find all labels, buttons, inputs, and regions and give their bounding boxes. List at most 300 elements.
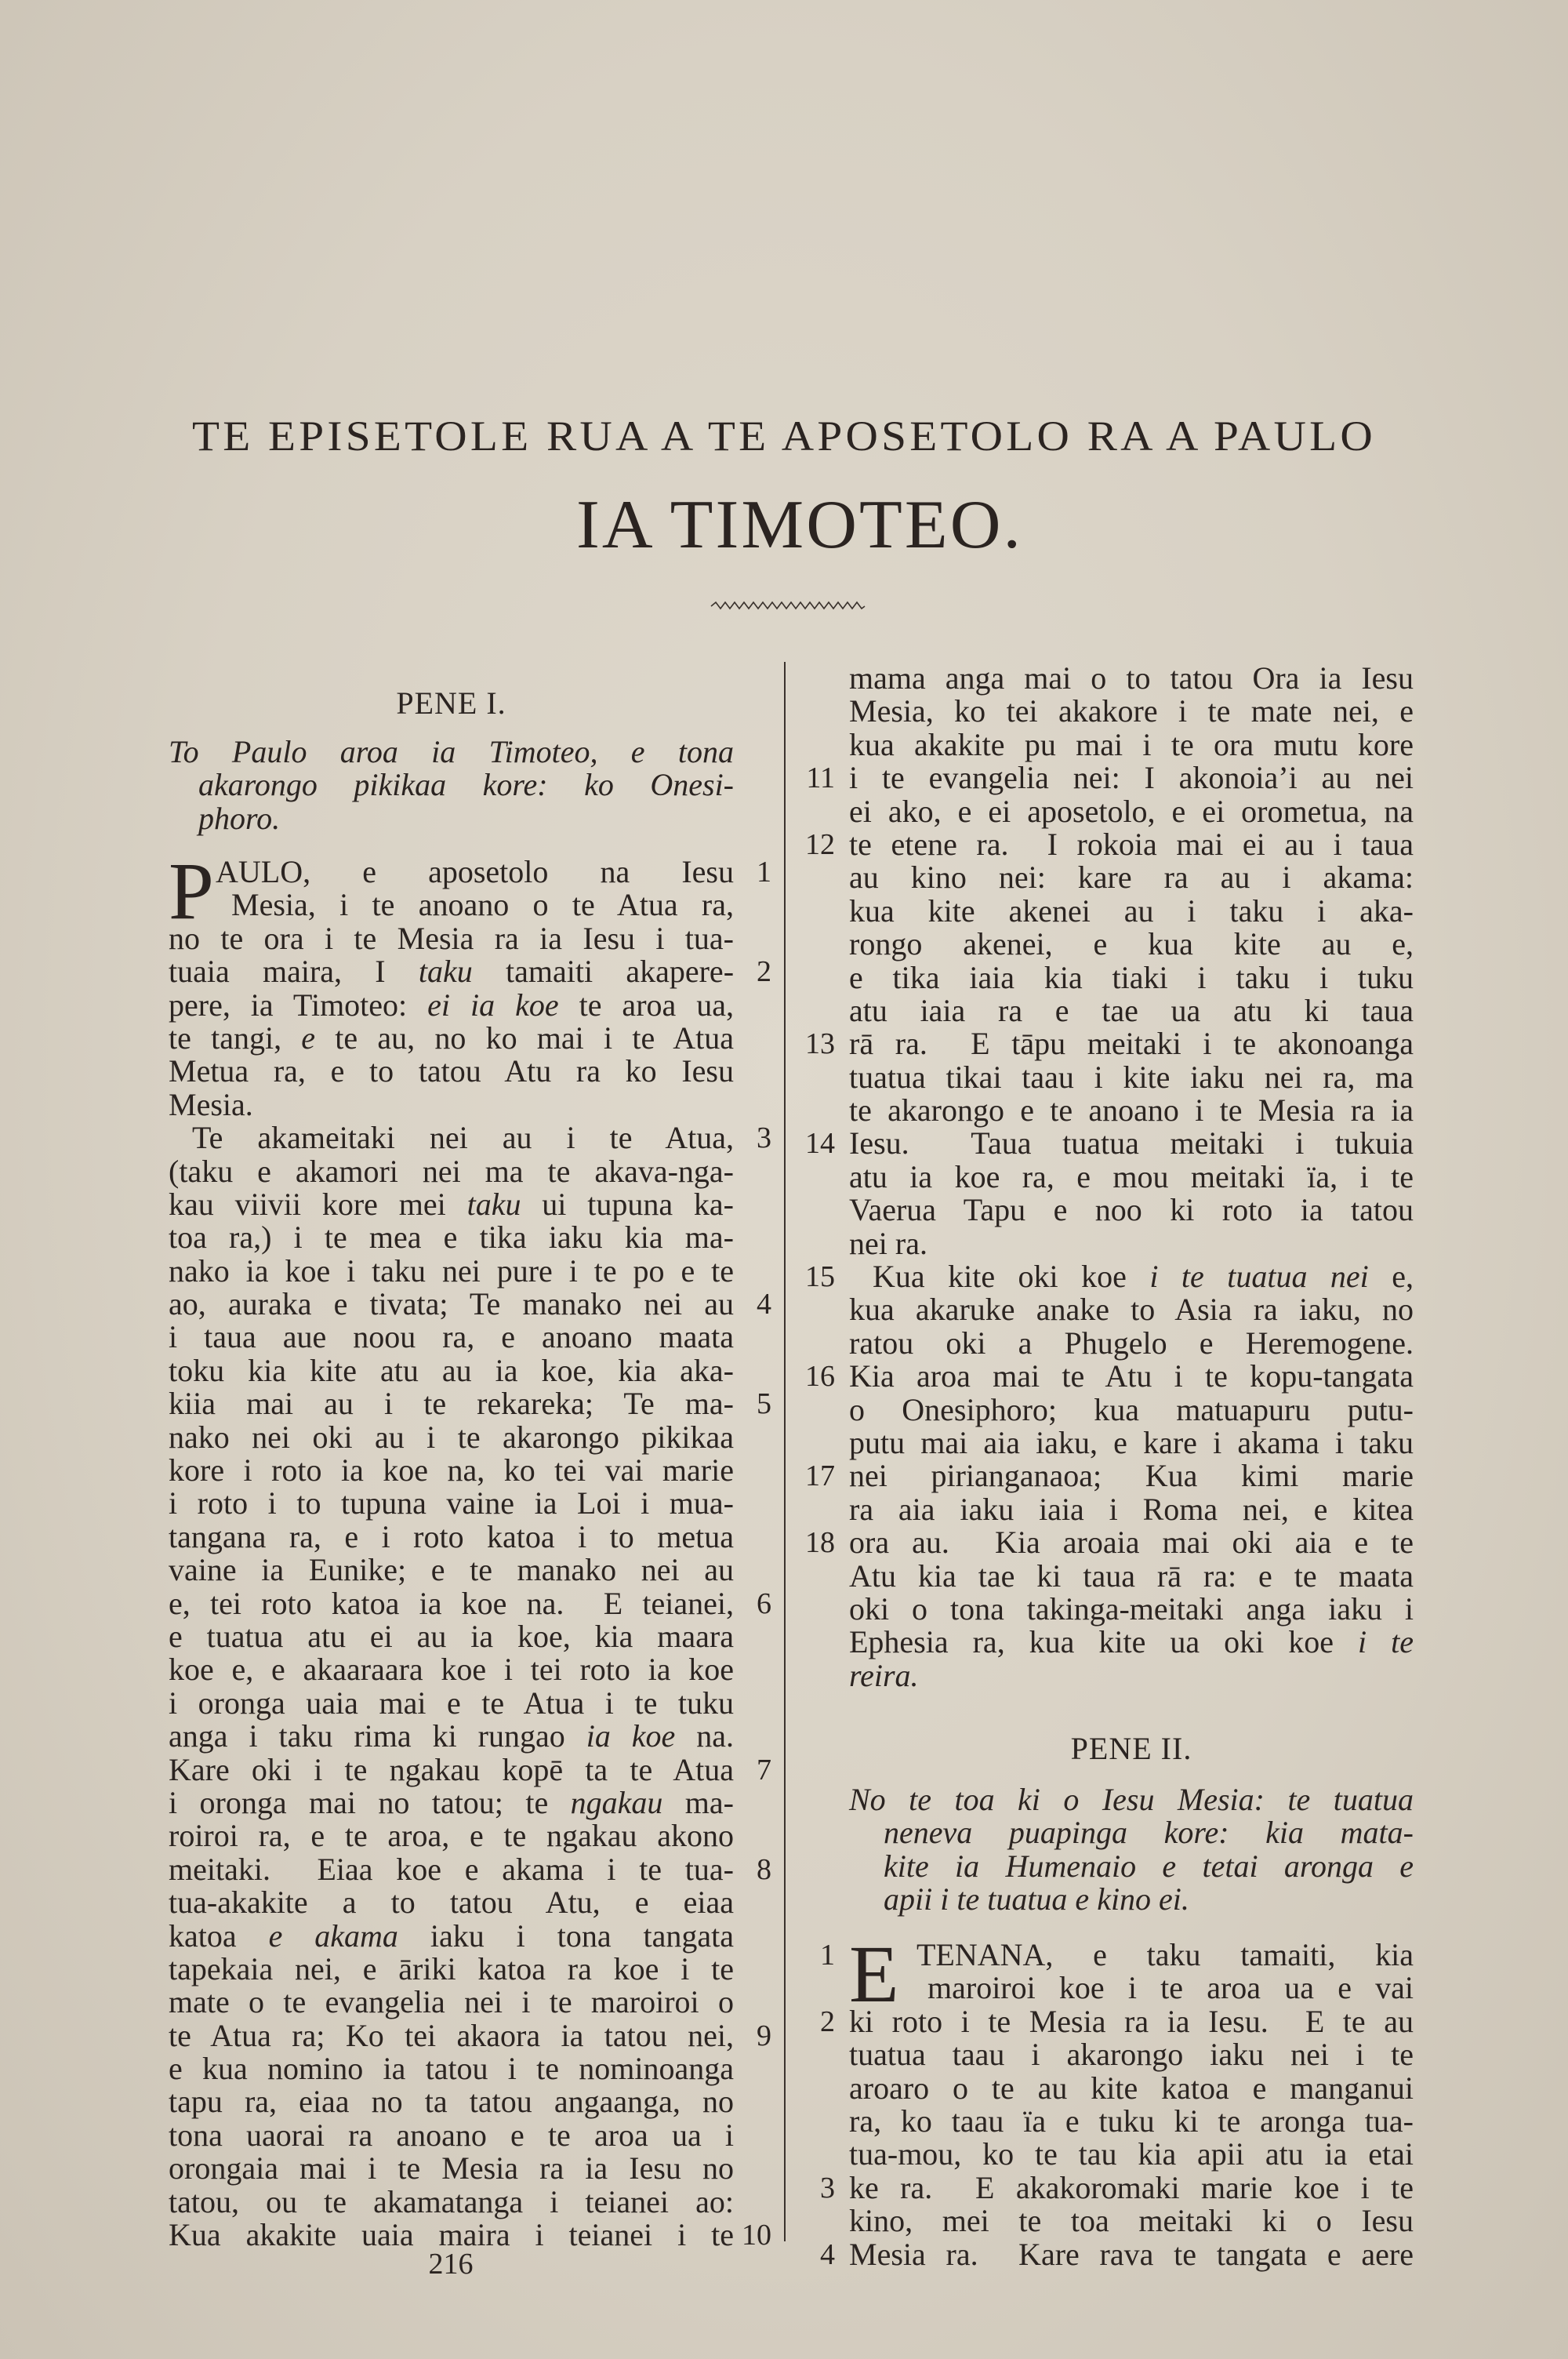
line-text xyxy=(169,1917,734,1954)
text-run: tuatua tikai taau i kite iaku nei ra, ma xyxy=(849,1059,1414,1095)
text-run: tapu ra, eiaa no ta tatou angaanga, no xyxy=(169,2084,734,2120)
verse-number: 4 xyxy=(757,1288,771,1321)
line-text xyxy=(849,1127,1414,1160)
text-run: te tangi, xyxy=(169,1020,302,1056)
text-line xyxy=(169,1851,771,1887)
line-text xyxy=(169,1055,734,1088)
text-run: i roto i to tupuna vaine ia Loi i mua- xyxy=(169,1485,734,1521)
line-text xyxy=(849,1094,1414,1127)
line-text xyxy=(169,1986,734,2019)
text-run: rā ra. E tāpu meitaki i te akonoanga xyxy=(849,1026,1414,1062)
line-text xyxy=(849,928,1414,961)
verse-number: 16 xyxy=(805,1360,835,1394)
text-line xyxy=(169,2119,734,2152)
line-text xyxy=(192,1121,734,1154)
line-text xyxy=(849,2072,1414,2105)
text-run: nako ia koe i taku nei pure i te po e te xyxy=(169,1252,734,1289)
line-text xyxy=(849,2005,1414,2038)
text-line xyxy=(849,928,1414,961)
line-text xyxy=(849,795,1414,828)
text-line xyxy=(805,826,1414,862)
text-line xyxy=(805,1458,1414,1494)
verse-number: 12 xyxy=(805,827,835,861)
book-title-line-1: TE EPISETOLE RUA A TE APOSETOLO RA A PAULO xyxy=(192,413,1376,460)
text-line xyxy=(849,1816,1414,1849)
text-run: akarongo pikikaa kore: ko Onesi- xyxy=(198,767,734,803)
text-run: te aroa ua, xyxy=(558,987,734,1023)
text-run: ke ra. E akakoromaki marie koe i te xyxy=(849,2169,1414,2205)
text-line xyxy=(849,1883,1414,1916)
line-text xyxy=(849,861,1414,894)
text-line xyxy=(820,2003,1414,2039)
line-text xyxy=(169,1188,734,1221)
text-run: Ephesia ra, kua kite ua oki koe xyxy=(849,1624,1359,1660)
text-run: atu ia koe ra, e mou meitaki ïa, i te xyxy=(849,1158,1414,1194)
line-text xyxy=(849,994,1414,1027)
verse-number: 4 xyxy=(820,2237,835,2271)
text-line xyxy=(169,1321,734,1354)
text-line xyxy=(169,1354,734,1387)
text-run: phoro. xyxy=(198,800,281,836)
text-run: orongaia mai i te Mesia ra ia Iesu no xyxy=(169,2150,734,2186)
text-run: e, xyxy=(1368,1259,1414,1295)
text-run: iaku i tona tangata xyxy=(397,1917,734,1954)
text-line xyxy=(169,1086,734,1122)
line-text xyxy=(849,828,1414,861)
line-text xyxy=(169,736,734,769)
text-line xyxy=(169,989,734,1022)
text-run: e kua nomino ia tatou i te nominoanga xyxy=(169,2051,734,2087)
text-line xyxy=(169,1487,734,1520)
line-text xyxy=(849,1459,1414,1492)
line-text xyxy=(169,1886,734,1919)
line-text xyxy=(169,1354,734,1387)
verse-number: 11 xyxy=(806,761,835,795)
book-title-line-2: IA TIMOTEO. xyxy=(575,487,1023,563)
line-text xyxy=(169,1288,734,1321)
line-text xyxy=(169,2119,734,2152)
text-line xyxy=(849,1783,1414,1816)
text-line xyxy=(849,726,1414,762)
text-run: ui tupuna ka- xyxy=(521,1186,734,1222)
text-line xyxy=(169,2152,734,2185)
text-line xyxy=(849,1626,1414,1659)
text-line xyxy=(849,2105,1414,2138)
line-text xyxy=(198,769,734,801)
italic-run: ia koe xyxy=(586,1718,676,1754)
text-line xyxy=(169,1950,734,1986)
italic-run: ei ia koe xyxy=(427,987,559,1023)
line-text xyxy=(169,2052,734,2085)
text-line xyxy=(849,1293,1414,1326)
verse-number: 5 xyxy=(757,1387,771,1421)
line-text xyxy=(169,2152,734,2185)
line-text xyxy=(849,1659,919,1692)
text-run: tapekaia nei, e āriki katoa ra koe i te xyxy=(169,1950,734,1986)
italic-run: taku xyxy=(418,954,473,990)
text-run: oki o tona takinga-meitaki anga iaku i xyxy=(849,1590,1414,1627)
line-text xyxy=(169,2085,734,2118)
line-text xyxy=(849,726,1414,762)
line-text xyxy=(873,1260,1414,1293)
text-line xyxy=(849,1659,1414,1692)
text-run: tamaiti akapere- xyxy=(472,954,735,990)
text-line xyxy=(820,2236,1414,2272)
verse-number: 1 xyxy=(757,856,771,889)
line-text xyxy=(849,2138,1414,2171)
text-run: kiia mai au i te rekareka; Te ma- xyxy=(169,1386,734,1422)
text-line xyxy=(169,1518,734,1554)
line-text xyxy=(849,1493,1414,1526)
verse-number: 3 xyxy=(757,1121,771,1155)
text-run: neneva puapinga kore: kia mata- xyxy=(884,1815,1414,1851)
text-run: Metua ra, e to tatou Atu ra ko Iesu xyxy=(169,1053,734,1089)
text-run: no te ora i te Mesia ra ia Iesu i tua- xyxy=(169,920,734,956)
text-line xyxy=(849,1094,1414,1127)
text-line xyxy=(169,2017,771,2053)
text-run: toku kia kite atu au ia koe, kia aka- xyxy=(169,1352,734,1388)
text-line xyxy=(849,1227,1414,1260)
verse-number: 3 xyxy=(820,2171,835,2205)
text-line xyxy=(169,1720,734,1753)
text-run: ma- xyxy=(662,1784,734,1820)
chapter-heading: PENE I. xyxy=(396,685,506,721)
text-line xyxy=(849,2072,1414,2105)
chapter-body xyxy=(820,1929,1414,2272)
text-line xyxy=(169,1252,734,1289)
line-text xyxy=(169,1620,734,1653)
line-text xyxy=(169,2019,734,2052)
text-run: kino, mei te toa meitaki ki o Iesu xyxy=(849,2203,1414,2239)
line-text xyxy=(849,1590,1414,1627)
text-run: ra, ko taau ïa e tuku ki te aronga tua- xyxy=(849,2103,1414,2139)
text-run: mate o te evangelia nei i te maroiroi o xyxy=(169,1984,734,2020)
text-line xyxy=(849,1493,1414,1526)
line-text xyxy=(231,889,734,921)
text-line xyxy=(169,1286,771,1322)
text-run: e tuatua atu ei au ia koe, kia maara xyxy=(169,1618,734,1654)
text-run: ora au. Kia aroaia mai oki aia e te xyxy=(849,1525,1414,1561)
line-text xyxy=(849,1027,1414,1060)
text-line xyxy=(169,1454,734,1487)
text-run: au kino nei: kare ra au i akama: xyxy=(849,860,1414,896)
line-text xyxy=(169,1587,734,1620)
text-line xyxy=(849,1972,1414,2005)
verse-number: 9 xyxy=(757,2019,771,2052)
line-text xyxy=(169,2183,734,2219)
text-run: anga i taku rima ki rungao xyxy=(169,1718,586,1754)
text-line xyxy=(169,1986,734,2019)
line-text xyxy=(849,961,1414,994)
verse-number: 2 xyxy=(820,2005,835,2038)
text-run: kua kite akenei au i taku i aka- xyxy=(849,892,1414,929)
text-line xyxy=(849,1391,1414,1427)
verse-number: 17 xyxy=(805,1459,835,1493)
text-line xyxy=(169,1421,734,1454)
text-run: i oronga mai no tatou; te xyxy=(169,1784,571,1820)
line-text xyxy=(849,1526,1414,1559)
text-run: nako nei oki au i te akarongo pikikaa xyxy=(169,1419,734,1455)
text-run: (taku e akamori nei ma te akava-nga- xyxy=(169,1153,734,1189)
line-text xyxy=(169,1387,734,1420)
line-text xyxy=(198,802,280,835)
text-line xyxy=(805,1026,1414,1062)
line-text xyxy=(849,1194,1414,1227)
verse-number: 6 xyxy=(757,1587,771,1620)
verse-number: 14 xyxy=(805,1127,835,1161)
line-text xyxy=(169,1454,734,1487)
text-line xyxy=(849,1061,1414,1094)
italic-run: taku xyxy=(466,1186,521,1222)
text-run: o Onesiphoro; kua matuapuru putu- xyxy=(849,1391,1414,1427)
verse-number: 10 xyxy=(742,2219,771,2252)
text-run: koe e, e akaaraara koe i tei roto ia koe xyxy=(169,1652,734,1688)
line-text xyxy=(169,1554,734,1587)
text-line xyxy=(849,1560,1414,1593)
text-run: Kia aroa mai te Atu i te kopu-tangata xyxy=(849,1358,1414,1394)
text-line xyxy=(169,1784,734,1820)
text-line xyxy=(169,1687,734,1720)
line-text xyxy=(849,1391,1414,1427)
text-line xyxy=(849,1590,1414,1627)
text-run: ao, auraka e tivata; Te manako nei au xyxy=(169,1286,734,1322)
line-text xyxy=(216,856,734,889)
text-run: Mesia, ko tei akakore i te mate nei, e xyxy=(849,693,1414,729)
chapter-body-continued xyxy=(805,660,1414,1693)
line-text xyxy=(169,1155,734,1188)
chapter-body xyxy=(169,846,771,2253)
text-line xyxy=(169,954,771,990)
text-run: atu iaia ra e tae ua atu ki taua xyxy=(849,992,1414,1028)
text-run: Mesia ra. Kare rava te tangata e aere xyxy=(849,2236,1414,2272)
line-text xyxy=(849,695,1414,728)
text-line xyxy=(169,802,734,835)
text-line xyxy=(169,1221,734,1254)
text-line xyxy=(805,1125,1414,1161)
line-text xyxy=(169,1751,734,1787)
text-line xyxy=(169,2085,734,2118)
line-text xyxy=(849,1424,1414,1460)
text-run: No te toa ki o Iesu Mesia: te tuatua xyxy=(849,1782,1414,1817)
line-text xyxy=(849,1327,1414,1360)
line-text xyxy=(169,1819,734,1852)
text-run: tua-mou, ko te tau kia apii atu ia etai xyxy=(849,2136,1414,2172)
verse-number: 7 xyxy=(757,1753,771,1787)
text-line xyxy=(849,861,1414,894)
text-line xyxy=(169,2183,734,2219)
text-line xyxy=(805,1358,1414,1394)
text-run: ei ako, e ei aposetolo, e ei orometua, na xyxy=(849,793,1414,829)
text-run: tua-akakite a to tatou Atu, e eiaa xyxy=(169,1885,734,1921)
text-run: Kua kite oki koe xyxy=(873,1259,1150,1295)
line-text xyxy=(884,1850,1414,1883)
verse-number: 18 xyxy=(805,1526,835,1560)
text-run: katoa xyxy=(169,1917,269,1954)
line-text xyxy=(849,2205,1414,2237)
verse-number: 8 xyxy=(757,1852,771,1886)
text-line xyxy=(169,1653,734,1686)
verse-number: 1 xyxy=(820,1939,835,1972)
line-text xyxy=(849,2169,1414,2205)
text-run: Iesu. Taua tuatua meitaki i tukuia xyxy=(849,1125,1414,1161)
verse-number: 2 xyxy=(757,955,771,989)
line-text xyxy=(849,1626,1414,1659)
text-run: Kua akakite uaia maira i teianei i te xyxy=(169,2217,734,2253)
text-run: te au, no ko mai i te Atua xyxy=(315,1020,734,1056)
line-text xyxy=(884,1816,1414,1849)
text-run: toa ra,) i te mea e tika iaku kia ma- xyxy=(169,1219,734,1256)
text-line xyxy=(169,1585,771,1621)
text-line xyxy=(169,1188,734,1221)
text-line xyxy=(805,1525,1414,1561)
text-line xyxy=(169,1120,771,1156)
text-run: putu mai aia iaku, e kare i akama i taku xyxy=(849,1424,1414,1460)
text-run: rongo akenei, e kua kite au e, xyxy=(849,926,1414,962)
text-run: tangana ra, e i roto katoa i to metua xyxy=(169,1518,734,1554)
verse-number: 15 xyxy=(805,1260,835,1294)
line-text xyxy=(169,1653,734,1686)
text-run: kite ia Humenaio e tetai aronga e xyxy=(884,1848,1414,1884)
page-number: 216 xyxy=(428,2248,474,2281)
text-run: mama anga mai o to tatou Ora ia Iesu xyxy=(849,660,1414,696)
text-line xyxy=(169,1554,734,1587)
text-run: TENANA, e taku tamaiti, kia xyxy=(916,1937,1414,1972)
text-run: tatou, ou te akamatanga i teianei ao: xyxy=(169,2183,734,2219)
italic-run: ngakau xyxy=(570,1784,663,1820)
text-line xyxy=(849,994,1414,1027)
italic-run: i te xyxy=(1358,1624,1414,1660)
text-run: ki roto i te Mesia ra ia Iesu. E te au xyxy=(849,2003,1414,2039)
text-run: kua akaruke anake to Asia ra iaku, no xyxy=(849,1292,1414,1328)
line-text xyxy=(849,1293,1414,1326)
text-run: e, tei roto katoa ia koe na. E teianei, xyxy=(169,1585,734,1621)
text-run: na. xyxy=(675,1718,734,1754)
italic-run: i te tuatua nei xyxy=(1149,1259,1369,1295)
line-text xyxy=(169,989,734,1022)
text-line xyxy=(169,2052,734,2085)
line-text xyxy=(849,2238,1414,2271)
text-run: roiroi ra, e te aroa, e te ngakau akono xyxy=(169,1818,734,1854)
text-run: te etene ra. I rokoia mai ei au i taua xyxy=(849,826,1414,862)
drop-cap: P xyxy=(169,846,214,936)
text-run: te akarongo e te anoano i te Mesia ra ia xyxy=(849,1092,1414,1129)
text-run: Atu kia tae ki taua rā ra: e te maata xyxy=(849,1558,1414,1594)
text-line xyxy=(849,961,1414,994)
line-text xyxy=(849,1560,1414,1593)
text-run: i oronga uaia mai e te Atua i te tuku xyxy=(169,1685,734,1721)
text-run: ratou oki a Phugelo e Heremogene. xyxy=(849,1325,1414,1361)
text-run: tuatua taau i akarongo iaku nei i te xyxy=(849,2037,1414,2073)
text-line xyxy=(849,1850,1414,1883)
text-run: ra aia iaku iaia i Roma nei, e kitea xyxy=(849,1491,1414,1527)
text-line xyxy=(805,1259,1414,1295)
line-text xyxy=(169,1252,734,1289)
text-run: kau viivii kore mei xyxy=(169,1186,467,1222)
text-run: Mesia, i te anoano o te Atua ra, xyxy=(231,887,734,923)
text-line xyxy=(169,1917,734,1954)
verse-number: 13 xyxy=(805,1027,835,1061)
line-text xyxy=(927,1972,1414,2005)
text-line xyxy=(169,889,734,921)
column-divider xyxy=(784,662,786,2241)
text-run: AULO, e aposetolo na Iesu xyxy=(216,854,734,889)
text-line xyxy=(820,2169,1414,2205)
text-run: Vaerua Tapu e noo ki roto ia tatou xyxy=(849,1192,1414,1228)
text-line xyxy=(169,1751,771,1787)
line-text xyxy=(849,1227,927,1260)
text-line xyxy=(849,662,1414,695)
text-run: Te akameitaki nei au i te Atua, xyxy=(192,1120,734,1156)
text-run: Kare oki i te ngakau kopē ta te Atua xyxy=(169,1751,734,1787)
text-line xyxy=(169,1055,734,1088)
line-text xyxy=(169,1853,734,1886)
text-line xyxy=(849,795,1414,828)
line-text xyxy=(916,1939,1414,1972)
line-text xyxy=(169,1720,734,1753)
line-text xyxy=(849,1783,1414,1816)
text-line xyxy=(169,1886,734,1919)
text-line xyxy=(169,1819,734,1852)
line-text xyxy=(849,1061,1414,1094)
drop-cap: E xyxy=(849,1929,899,2019)
line-text xyxy=(169,1950,734,1986)
text-line xyxy=(169,1022,734,1055)
text-run: aroaro o te au kite katoa e manganui xyxy=(849,2070,1414,2106)
text-line xyxy=(849,1424,1414,1460)
text-line xyxy=(169,769,734,801)
text-run: i taua aue noou ra, e anoano maata xyxy=(169,1319,734,1355)
text-run: pere, ia Timoteo: xyxy=(169,987,428,1023)
line-text xyxy=(884,1883,1189,1916)
text-line xyxy=(849,1327,1414,1360)
line-text xyxy=(849,662,1414,695)
italic-run: e xyxy=(301,1020,316,1056)
text-run: tuaia maira, I xyxy=(169,954,419,990)
text-run: To Paulo aroa ia Timoteo, e tona xyxy=(169,734,734,769)
line-text xyxy=(169,1487,734,1520)
text-run: apii i te tuatua e kino ei. xyxy=(884,1881,1189,1917)
line-text xyxy=(849,892,1414,929)
ornament-rule xyxy=(710,599,866,613)
line-text xyxy=(849,761,1414,794)
line-text xyxy=(169,955,734,988)
line-text xyxy=(169,1221,734,1254)
chapter-summary xyxy=(169,736,734,835)
line-text xyxy=(849,1158,1414,1194)
text-run: maroiroi koe i te aroa ua e vai xyxy=(927,1970,1414,2006)
text-run: nei ra. xyxy=(849,1225,927,1261)
text-line xyxy=(806,760,1414,796)
line-text xyxy=(169,1321,734,1354)
line-text xyxy=(849,1360,1414,1393)
text-line xyxy=(849,1194,1414,1227)
line-text xyxy=(169,1022,734,1055)
text-line xyxy=(849,2138,1414,2171)
line-text xyxy=(849,2105,1414,2138)
text-line xyxy=(169,736,734,769)
line-text xyxy=(849,2038,1414,2071)
text-run: nei pirianganaoa; Kua kimi marie xyxy=(849,1458,1414,1494)
line-text xyxy=(169,1518,734,1554)
chapter-summary xyxy=(849,1783,1414,1917)
text-run: kore i roto ia koe na, ko tei vai marie xyxy=(169,1452,734,1488)
line-text xyxy=(169,1687,734,1720)
text-run: meitaki. Eiaa koe e akama i te tua- xyxy=(169,1851,734,1887)
line-text xyxy=(169,1086,253,1122)
chapter-heading: PENE II. xyxy=(1070,1731,1192,1766)
line-text xyxy=(169,1421,734,1454)
text-line xyxy=(169,1620,734,1653)
